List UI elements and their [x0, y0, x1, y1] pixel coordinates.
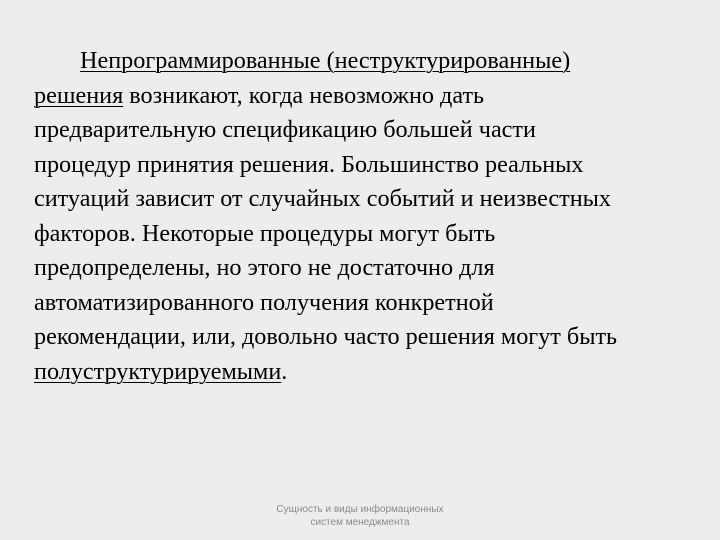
footer-line: Сущность и виды информационных	[276, 504, 444, 515]
text-line: факторов. Некоторые процедуры могут быть	[34, 219, 496, 247]
text-line: рекомендации, или, довольно часто решения могут быть	[34, 323, 618, 350]
text-line: предварительную спецификацию большей части	[34, 116, 536, 143]
footer-line: систем менеджмента	[310, 517, 410, 528]
text-line	[34, 44, 714, 79]
text-line: автоматизированного получения конкретной	[34, 288, 494, 316]
underlined-term: Непрограммированные (неструктурированные)	[80, 47, 571, 74]
text-line: процедур принятия решения. Большинство реальных	[34, 150, 584, 178]
text-line: ситуаций зависит от случайных событий и неизвестных	[34, 185, 612, 212]
text-line	[34, 355, 714, 390]
slide-footer	[240, 503, 480, 529]
underlined-term: полуструктурируемыми	[34, 357, 282, 385]
underlined-term: решения	[34, 81, 124, 109]
text-line	[34, 79, 714, 114]
text-fragment: возникают, когда невозможно дать	[123, 81, 485, 109]
text-fragment: .	[281, 357, 288, 385]
main-paragraph	[34, 44, 714, 389]
text-line: предопределены, но этого не достаточно для	[34, 254, 495, 281]
